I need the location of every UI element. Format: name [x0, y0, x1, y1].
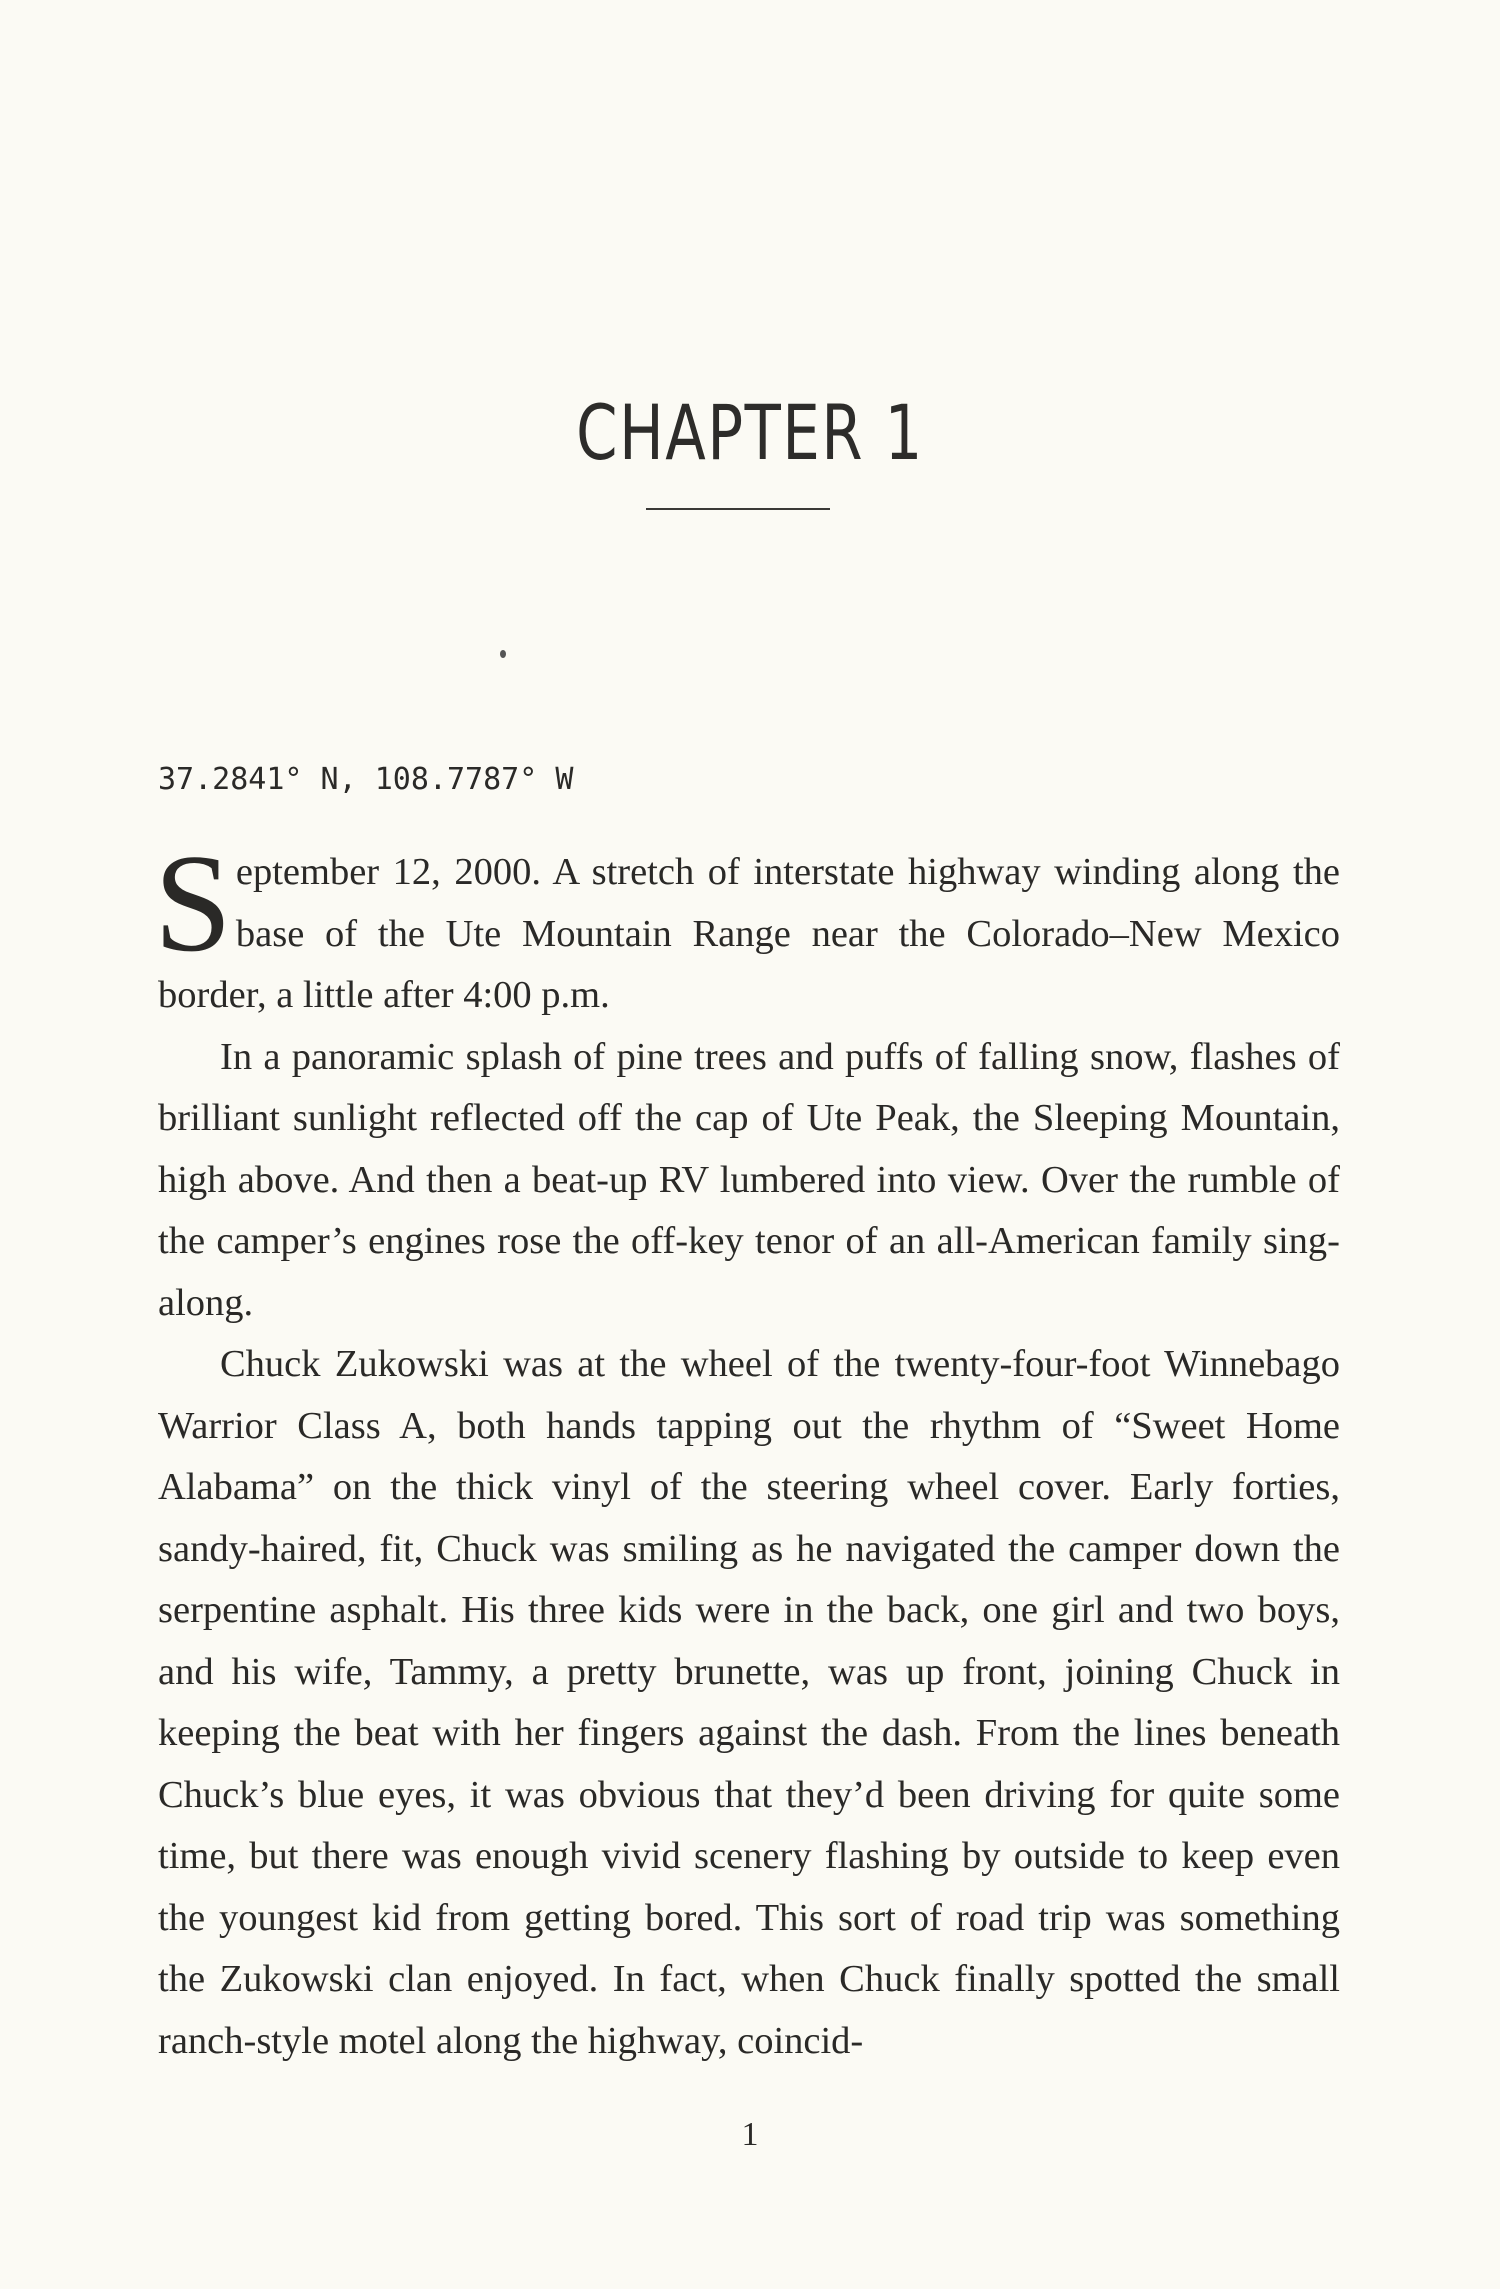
- paragraph-2: In a panoramic splash of pine trees and puffs of falling snow, flashes of brilliant sunlight reflected off the cap of Ute Peak, the Sleeping Mountain, high above. And then a beat-up RV lumbered into view. Over the rumble of the camper’s engines rose the off-key tenor of an all-American family sing-along.: [158, 1035, 1340, 1324]
- page-number: 1: [741, 2116, 759, 2153]
- drop-cap: S: [154, 826, 232, 981]
- paragraph-3: Chuck Zukowski was at the wheel of the twenty-four-foot Winnebago Warrior Class A, both hands tapping out the rhythm of “Sweet Home Alabama” on the thick vinyl of the steering wheel cover. Early forties, sandy-haired, fit, Chuck was smiling as he navigated the camper down the serpentine asphalt. His three kids were in the back, one girl and two boys, and his wife, Tammy, a pretty brunette, was up front, joining Chuck in keeping the beat with her fingers against the dash. From the lines beneath Chuck’s blue eyes, it was obvious that they’d been driving for quite some time, but there was enough vivid scenery flashing by outside to keep even the youngest kid from getting bored. This sort of road trip was something the Zukowski clan enjoyed. In fact, when Chuck finally spotted the small ranch-style motel along the highway, coincid-: [158, 1343, 1340, 2062]
- print-speck: [500, 650, 506, 658]
- body-text: [154, 826, 1340, 2072]
- location-coordinates: 37.2841° N, 108.7787° W: [158, 762, 574, 797]
- chapter-heading-rule: [646, 508, 830, 510]
- paragraph-1-text: eptember 12, 2000. A stretch of interstate highway winding along the base of the Ute Mountain Range near the Colorado–New Mexico border, a little after 4:00 p.m.: [158, 851, 1340, 1016]
- chapter-heading: CHAPTER 1: [576, 388, 924, 477]
- paragraph-1: [154, 826, 1340, 1027]
